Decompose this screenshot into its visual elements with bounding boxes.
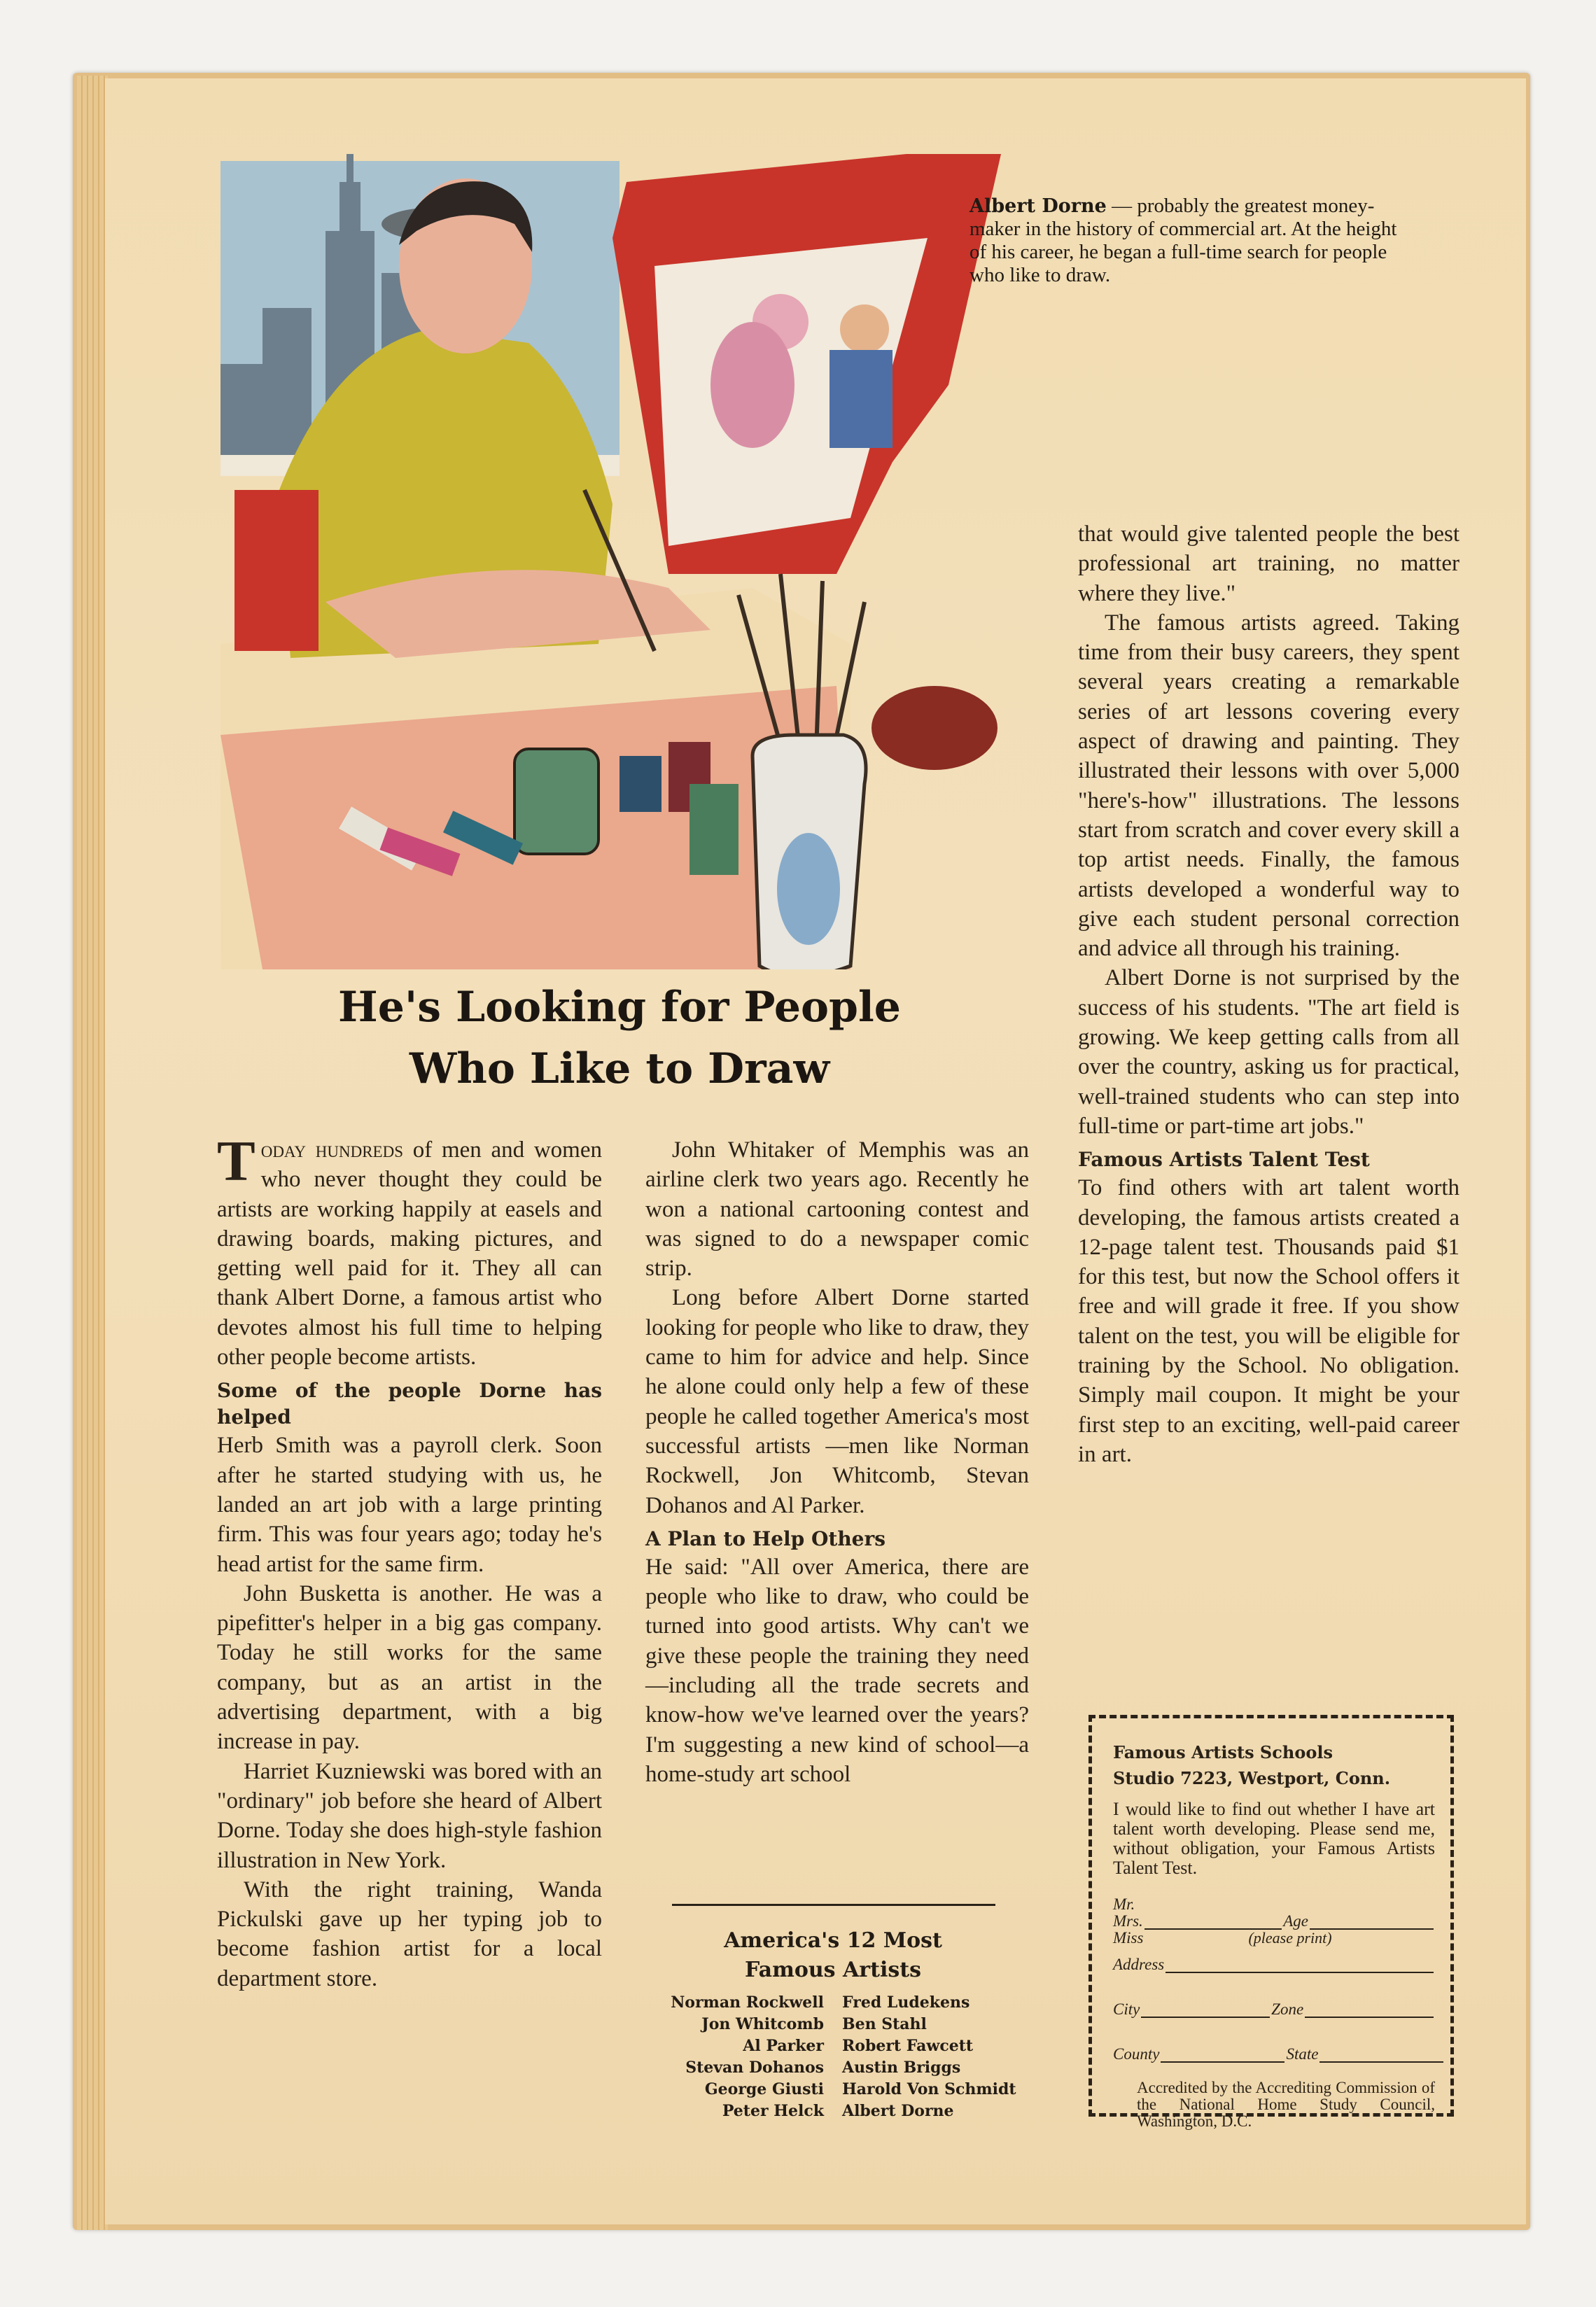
divider-rule <box>672 1904 995 1906</box>
artists-title-line-1: America's 12 Most <box>724 1928 942 1953</box>
bowl <box>872 686 997 770</box>
paragraph: John Whitaker of Memphis was an airline clerk two years ago. Recently he won a national cartooning contest and was signed to do a newspaper comic strip. <box>645 1137 1029 1282</box>
coupon-form <box>1113 1896 1435 2063</box>
headline <box>217 976 1022 1100</box>
mr-label: Mr. <box>1113 1895 1135 1913</box>
intro-text: of men and women who never thought they could be artists are working happily at easels and drawing boards, making pictures, and getting well paid for it. They all can thank Albert Dorne, a famous artist who devotes almost his full time to helping other people become artists. <box>217 1137 602 1370</box>
paint-tins <box>514 749 598 854</box>
artist-name: George Giusti <box>704 2080 824 2098</box>
artists-title <box>637 1926 1029 1985</box>
artist-name: Stevan Dohanos <box>685 2059 824 2077</box>
city-field[interactable] <box>1141 2001 1270 2018</box>
paragraph: With the right training, Wanda Pickulski gave up her typing job to become fashion artist for a local department store. <box>217 1877 602 1991</box>
left-column <box>217 1129 602 1993</box>
famous-artists-list <box>637 1926 1029 2122</box>
artists-title-line-2: Famous Artists <box>745 1958 921 1982</box>
illustration-caption <box>969 195 1418 287</box>
headline-line-2: Who Like to Draw <box>409 1044 830 1093</box>
intro-paragraph <box>217 1129 602 1372</box>
artist-name: Harold Von Schmidt <box>842 2080 1016 2098</box>
artists-grid <box>637 1992 1029 2122</box>
county-field[interactable] <box>1161 2046 1284 2063</box>
caption-name: Albert Dorne <box>969 195 1107 217</box>
coupon-request: I would like to find out whether I have art talent worth developing. Please send me, without obligation, your Famous Artists Talent Test. <box>1113 1799 1435 1878</box>
section-heading: A Plan to Help Others <box>645 1527 886 1550</box>
right-column <box>1078 519 1460 1469</box>
drop-cap: T <box>217 1129 255 1193</box>
artist-name: Austin Briggs <box>842 2059 961 2077</box>
lead-in: oday hundreds <box>260 1137 403 1163</box>
name-field[interactable] <box>1144 1913 1282 1930</box>
address-label: Address <box>1113 1956 1165 1973</box>
zone-field[interactable] <box>1305 2001 1434 2018</box>
paragraph: The famous artists agreed. Taking time from their busy careers, they spent several years creating a remarkable series of art lessons covering every aspect of drawing and painting. They illustrated their lessons with over 5,000 "here's-how" illustrations. The lessons start from scratch and cover every skill a top artist needs. Finally, the famous artists developed a wonderful way to give each student personal correction and advice all through his training. <box>1078 610 1460 962</box>
coupon-school: Famous Artists Schools <box>1113 1742 1333 1762</box>
page-stack-edge <box>77 76 108 2230</box>
county-label: County <box>1113 2045 1160 2063</box>
city-label: City <box>1113 2000 1140 2018</box>
paragraph: Herb Smith was a payroll clerk. Soon after he started studying with us, he landed an art job with a large printing firm. This was four years ago; today he's head artist for the same firm. <box>217 1433 602 1577</box>
paragraph: To find others with art talent worth developing, the famous artists created a 12-page talent test. Thousands paid $1 for this test, but now the School offers it free and will grade it free. If you show talent on the test, you will be eligible for training by the School. No obligation. Simply mail coupon. It might be your first step to an exciting, well-paid career in art. <box>1078 1175 1460 1467</box>
miss-label: Miss <box>1113 1929 1144 1947</box>
zone-label: Zone <box>1271 2000 1304 2018</box>
coupon-address: Studio 7223, Westport, Conn. <box>1113 1768 1391 1788</box>
paragraph: He said: "All over America, there are people who like to draw, who could be turned into good artists. Why can't we give these people the training they need—including all the trade secrets and know-how we've learned over the years? I'm suggesting a new kind of school—a home-study art school <box>645 1554 1029 1787</box>
caption-text: — probably the greatest money-maker in the history of commercial art. At the height of his career, he began a full-time search for people who like to draw. <box>969 195 1397 286</box>
artist-name: Fred Ludekens <box>842 1993 970 2012</box>
albert-dorne-illustration <box>220 154 1043 969</box>
middle-column <box>645 1135 1029 1789</box>
address-field[interactable] <box>1166 1956 1434 1973</box>
artist-name: Peter Helck <box>722 2102 824 2120</box>
section-heading: Famous Artists Talent Test <box>1078 1148 1370 1172</box>
paragraph: John Busketta is another. He was a pipefitter's helper in a big gas company. Today he still works for the same company, but as an artist in the advertising department, with a big increase in pay. <box>217 1580 602 1755</box>
please-print-hint: (please print) <box>1248 1929 1332 1947</box>
artist-name: Norman Rockwell <box>671 1993 824 2012</box>
mrs-label: Mrs. <box>1113 1912 1143 1930</box>
state-label: State <box>1286 2045 1319 2063</box>
section-heading: Some of the people Dorne has helped <box>217 1379 602 1429</box>
mail-coupon <box>1088 1715 1454 2130</box>
paragraph: that would give talented people the best professional art training, no matter where they live." <box>1078 521 1460 606</box>
accreditation-note: Accredited by the Accrediting Commission of the National Home Study Council, Washington, D.C. <box>1137 2079 1435 2130</box>
artist-name: Albert Dorne <box>842 2102 954 2120</box>
age-field[interactable] <box>1310 1913 1434 1930</box>
artist-name: Ben Stahl <box>842 2015 927 2033</box>
artist-name: Jon Whitcomb <box>701 2015 824 2033</box>
headline-line-1: He's Looking for People <box>338 983 901 1032</box>
paragraph: Albert Dorne is not surprised by the success of his students. "The art field is growing. We keep getting calls from all over the country, asking us for practical, well-trained students who can step into full-time or part-time art jobs." <box>1078 965 1460 1139</box>
age-label: Age <box>1283 1912 1308 1930</box>
artist-name: Al Parker <box>743 2037 824 2055</box>
paragraph: Long before Albert Dorne started looking for people who like to draw, they came to him for advice and help. Since he alone could only help a few of these people he called together America's most successful artists —men like Norman Rockwell, Jon Whitcomb, Stevan Dohanos and Al Parker. <box>645 1285 1029 1518</box>
artist-name: Robert Fawcett <box>842 2037 974 2055</box>
state-field[interactable] <box>1320 2046 1443 2063</box>
paragraph: Harriet Kuzniewski was bored with an "ordinary" job before she heard of Albert Dorne. Today she does high-style fashion illustration in New York. <box>217 1758 602 1873</box>
